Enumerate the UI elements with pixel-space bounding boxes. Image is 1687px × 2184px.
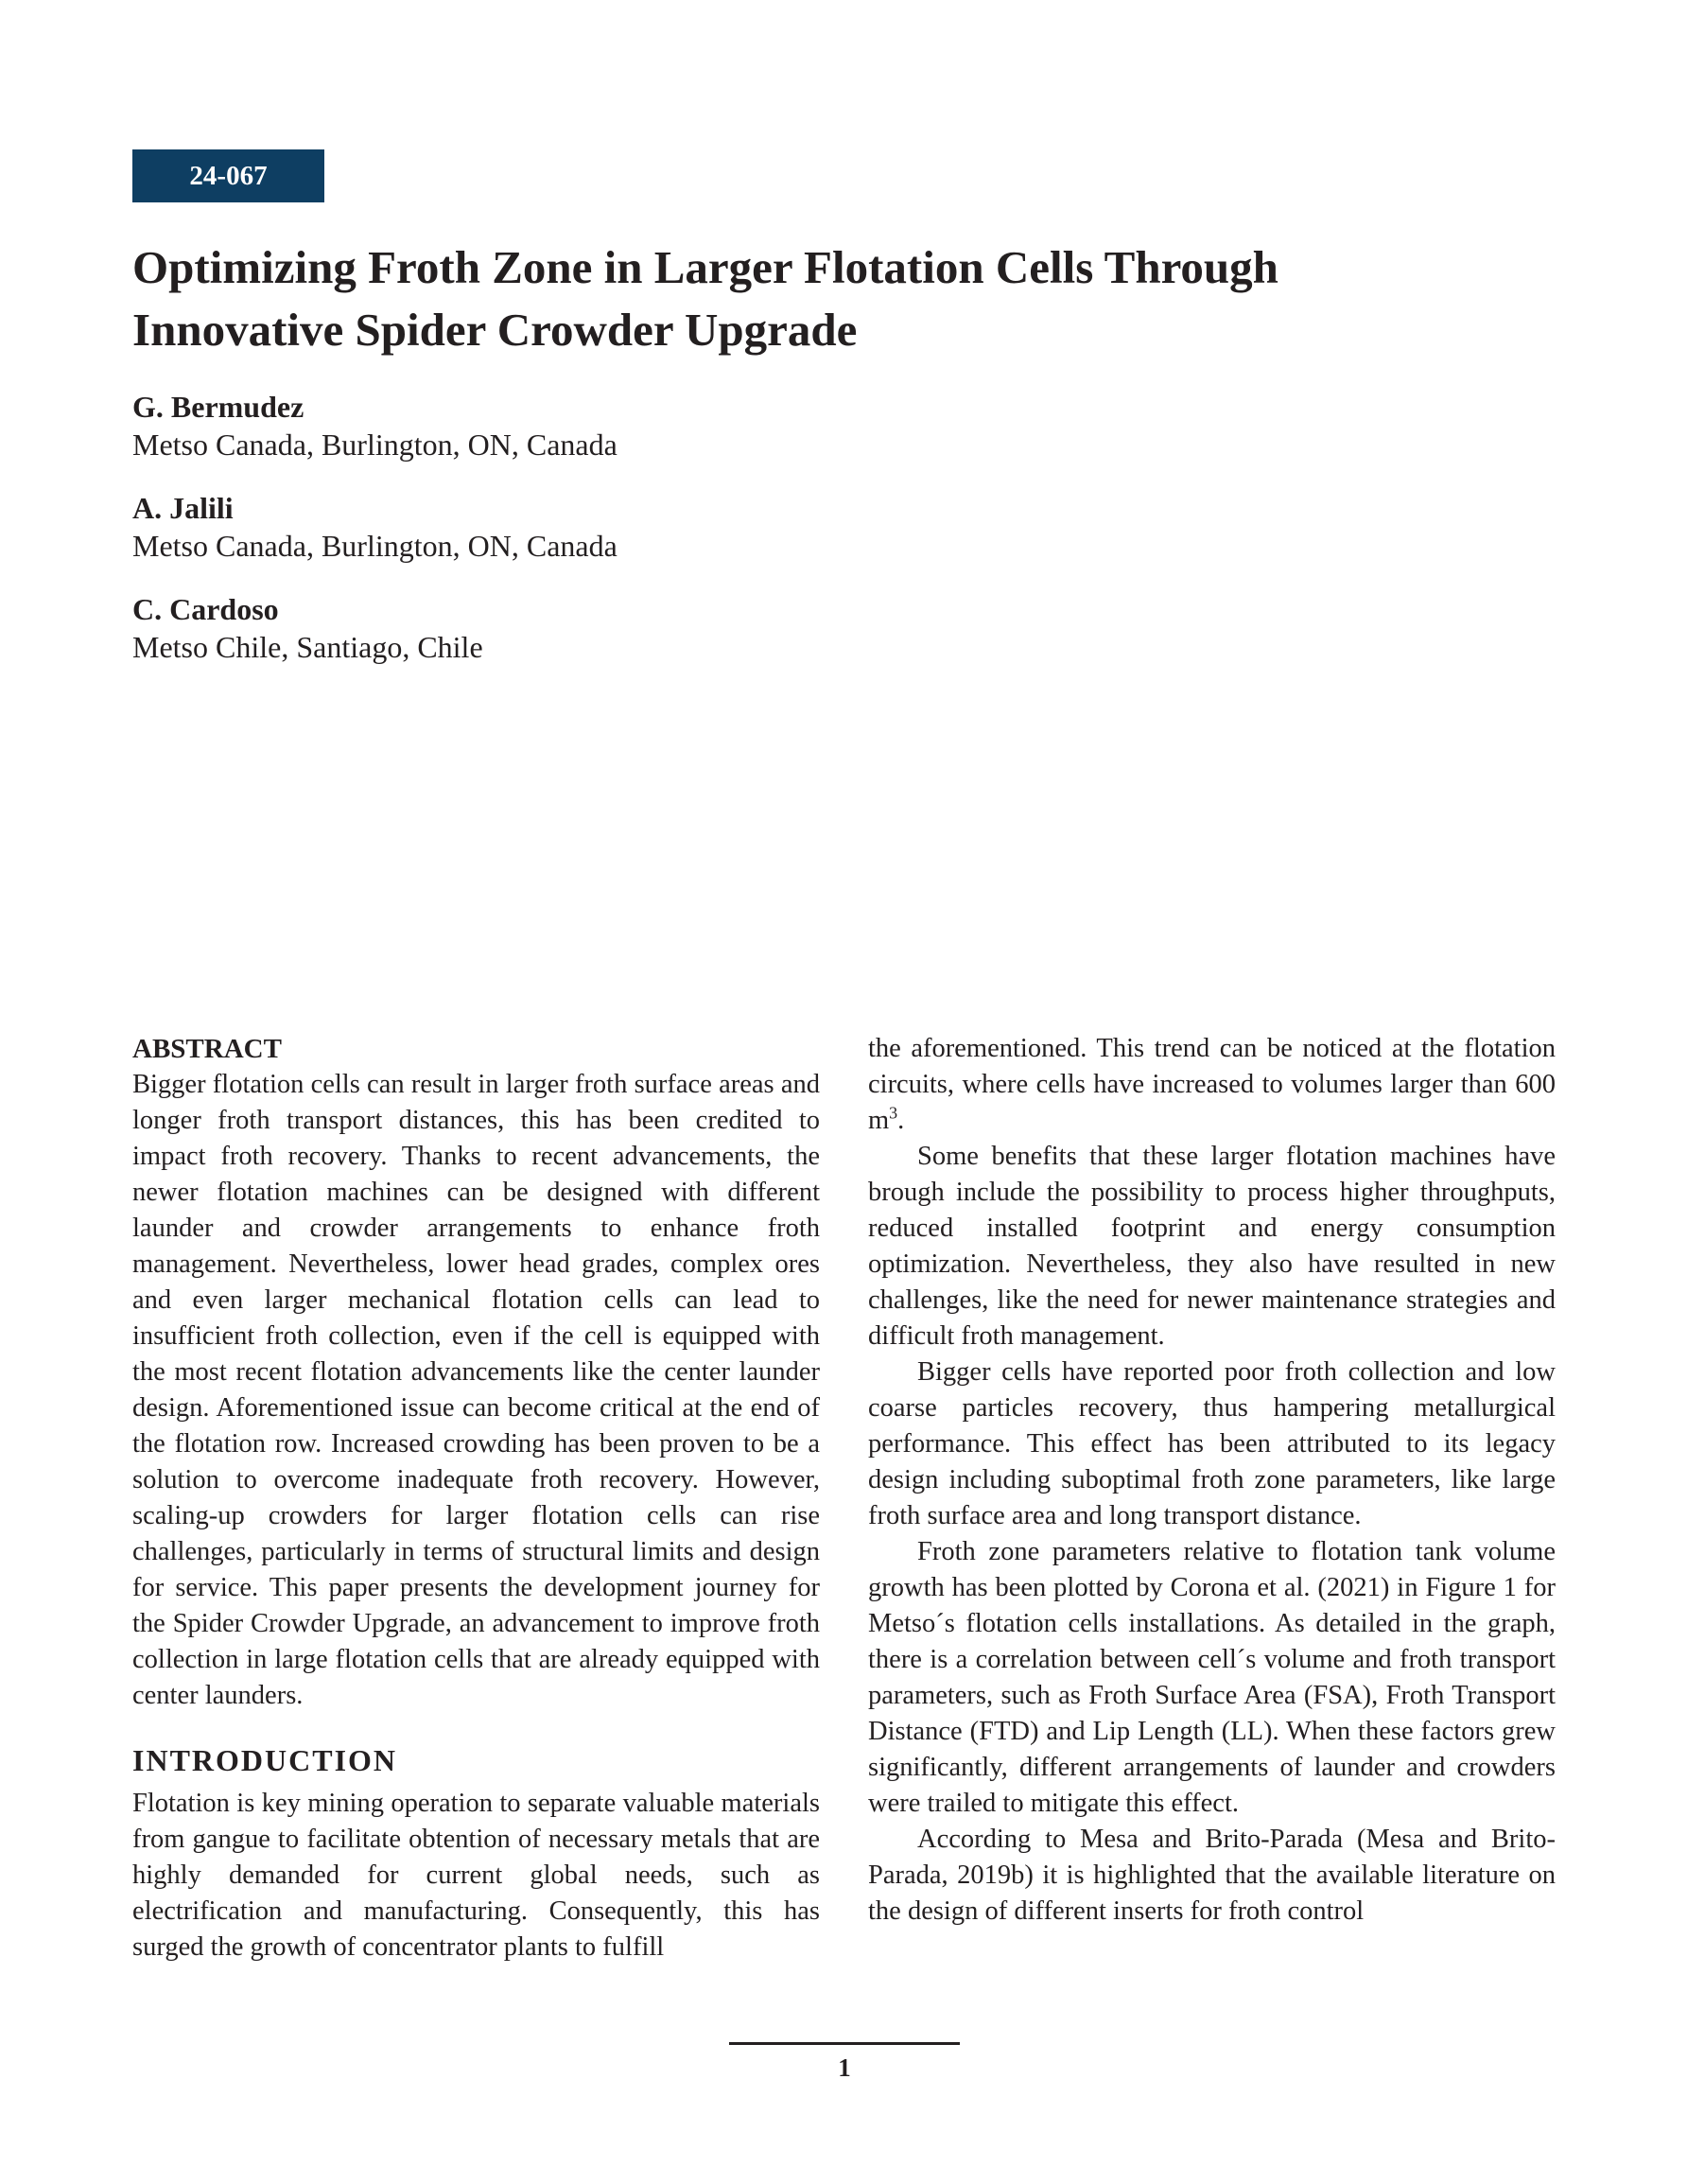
- title-line-1: Optimizing Froth Zone in Larger Flotation Cells Through: [132, 241, 1278, 293]
- author-block: [132, 388, 983, 463]
- left-column: [132, 1031, 820, 1966]
- author-name: A. Jalili: [132, 491, 234, 525]
- abstract-text: Bigger flotation cells can result in larger froth surface areas and longer froth transport distances, this has been credited to impact froth recovery. Thanks to recent advancements, the newer flotation machines can be designed with different launder and crowder arrangements to enhance froth management. Nevertheless, lower head grades, complex ores and even larger mechanical flotation cells can lead to insufficient froth collection, even if the cell is equipped with the most recent flotation advancements like the center launder design. Aforementioned issue can become critical at the end of the flotation row. Increased crowding has been proven to be a solution to overcome inadequate froth recovery. However, scaling-up crowders for larger flotation cells can rise challenges, particularly in terms of structural limits and design for service. This paper presents the development journey for the Spider Crowder Upgrade, an advancement to improve froth collection in large flotation cells that are already equipped with center launders.: [132, 1070, 820, 1710]
- intro-paragraph-1-end: [868, 1031, 1556, 1139]
- intro-paragraph-2: Some benefits that these larger flotation machines have brough include the possibility to process higher throughputs, reduced installed footprint and energy consumption optimization. Nevertheless, they also have resulted in new challenges, like the need for newer maintenance strategies and difficult froth management.: [868, 1142, 1556, 1351]
- author-name: C. Cardoso: [132, 592, 279, 626]
- introduction-heading: INTRODUCTION: [132, 1743, 398, 1777]
- author-block: [132, 489, 983, 565]
- title-line-2: Innovative Spider Crowder Upgrade: [132, 304, 858, 356]
- intro-paragraph-3: Bigger cells have reported poor froth collection and low coarse particles recovery, thus hampering metallurgical performance. This effect has been attributed to its legacy design including suboptimal froth zone parameters, like large froth surface area and long transport distance.: [868, 1357, 1556, 1530]
- abstract-heading: ABSTRACT: [132, 1034, 282, 1064]
- paper-id-badge: 24-067: [132, 149, 324, 202]
- author-affiliation: Metso Canada, Burlington, ON, Canada: [132, 428, 617, 462]
- intro-paragraph-1-end-text: the aforementioned. This trend can be noticed at the flotation circuits, where cells have increased to volumes larger than 600 m: [868, 1034, 1556, 1135]
- intro-paragraph-1-end-punct: .: [897, 1106, 905, 1135]
- superscript-exponent: 3: [889, 1103, 898, 1123]
- author-list: [132, 388, 983, 691]
- page-number: 1: [838, 2053, 851, 2082]
- right-column: [868, 1031, 1556, 1930]
- footer-rule: [729, 2042, 960, 2045]
- author-affiliation: Metso Chile, Santiago, Chile: [132, 630, 483, 664]
- author-name: G. Bermudez: [132, 390, 304, 424]
- author-block: [132, 590, 983, 666]
- intro-paragraph-1-start: Flotation is key mining operation to separate valuable materials from gangue to facilitate obtention of necessary metals that are highly demanded for current global needs, such as electrification and manufacturing. Consequently, this has surged the growth of concentrator plants to fulfill: [132, 1789, 820, 1962]
- intro-paragraph-5: According to Mesa and Brito-Parada (Mesa and Brito-Parada, 2019b) it is highlighted that the available literature on the design of different inserts for froth control: [868, 1825, 1556, 1926]
- paper-title: [132, 236, 1418, 361]
- author-affiliation: Metso Canada, Burlington, ON, Canada: [132, 529, 617, 563]
- intro-paragraph-4: Froth zone parameters relative to flotation tank volume growth has been plotted by Corona et al. (2021) in Figure 1 for Metso´s flotation cells installations. As detailed in the graph, there is a correlation between cell´s volume and froth transport parameters, such as Froth Surface Area (FSA), Froth Transport Distance (FTD) and Lip Length (LL). When these factors grew significantly, different arrangements of launder and crowders were trailed to mitigate this effect.: [868, 1537, 1556, 1818]
